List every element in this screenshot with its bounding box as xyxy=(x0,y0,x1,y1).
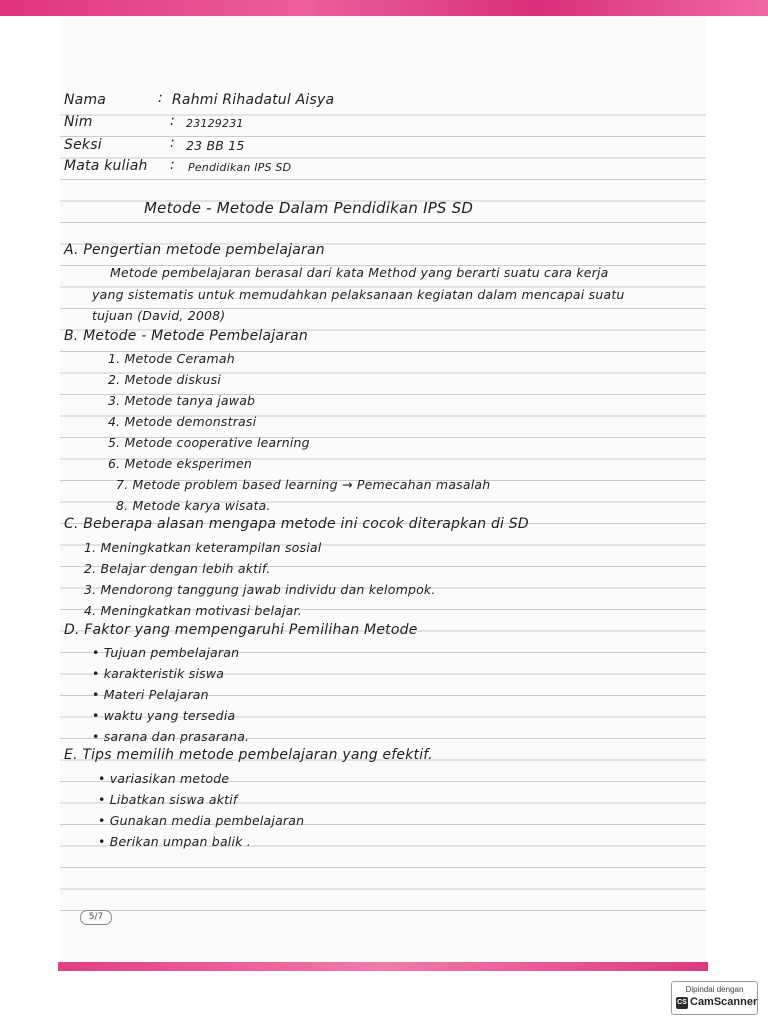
list-item: 2. Belajar dengan lebih aktif. xyxy=(84,561,271,576)
list-item: 8. Metode karya wisata. xyxy=(116,498,271,513)
watermark-brand: CamScanner xyxy=(690,996,758,1008)
mata-kuliah-value: Pendidikan IPS SD xyxy=(188,161,292,174)
section-c-heading: C. Beberapa alasan mengapa metode ini cocok diterapkan di SD xyxy=(64,516,529,532)
nim-value: 23129231 xyxy=(186,117,244,130)
list-item: • Gunakan media pembelajaran xyxy=(98,813,305,828)
background-top-strip xyxy=(0,0,768,16)
list-item: 3. Mendorong tanggung jawab individu dan kelompok. xyxy=(84,582,436,597)
list-item: • Berikan umpan balik . xyxy=(98,834,251,849)
list-item: • Materi Pelajaran xyxy=(92,687,209,702)
nim-label: Nim xyxy=(64,114,93,130)
colon: : xyxy=(170,135,175,151)
list-item: • Libatkan siswa aktif xyxy=(98,792,238,807)
section-a-line: yang sistematis untuk memudahkan pelaksanaan kegiatan dalam mencapai suatu xyxy=(92,287,625,302)
list-item: 3. Metode tanya jawab xyxy=(108,393,256,408)
mata-kuliah-label: Mata kuliah xyxy=(64,158,148,174)
background-bottom-strip xyxy=(58,962,708,971)
notebook-page xyxy=(60,16,706,964)
watermark-caption: Dipindai dengan xyxy=(685,985,744,994)
seksi-value: 23 BB 15 xyxy=(186,138,245,153)
page-top-margin xyxy=(60,16,706,96)
list-item: • karakteristik siswa xyxy=(92,666,225,681)
section-b-heading: B. Metode - Metode Pembelajaran xyxy=(64,328,308,344)
list-item: 4. Metode demonstrasi xyxy=(108,414,257,429)
colon: : xyxy=(158,90,163,106)
list-item: 2. Metode diskusi xyxy=(108,372,221,387)
list-item: • variasikan metode xyxy=(98,771,230,786)
page-bottom-margin xyxy=(60,924,706,964)
section-e-heading: E. Tips memilih metode pembelajaran yang efektif. xyxy=(64,747,433,763)
list-item: • waktu yang tersedia xyxy=(92,708,236,723)
list-item: • Tujuan pembelajaran xyxy=(92,645,240,660)
list-item: 7. Metode problem based learning → Pemecahan masalah xyxy=(116,477,491,492)
seksi-label: Seksi xyxy=(64,137,102,153)
list-item: • sarana dan prasarana. xyxy=(92,729,250,744)
page-number: 5/7 xyxy=(80,910,112,925)
list-item: 5. Metode cooperative learning xyxy=(108,435,310,450)
page-title: Metode - Metode Dalam Pendidikan IPS SD xyxy=(144,199,474,217)
nama-label: Nama xyxy=(64,92,107,108)
colon: : xyxy=(170,113,175,129)
list-item: 4. Meningkatkan motivasi belajar. xyxy=(84,603,302,618)
list-item: 6. Metode eksperimen xyxy=(108,456,252,471)
section-a-line: tujuan (David, 2008) xyxy=(92,308,226,323)
section-a-line: Metode pembelajaran berasal dari kata Method yang berarti suatu cara kerja xyxy=(110,265,609,280)
camscanner-logo-icon: CS xyxy=(676,997,688,1009)
colon: : xyxy=(170,157,175,173)
list-item: 1. Metode Ceramah xyxy=(108,351,235,366)
list-item: 1. Meningkatkan keterampilan sosial xyxy=(84,540,322,555)
nama-value: Rahmi Rihadatul Aisya xyxy=(172,92,335,108)
section-a-heading: A. Pengertian metode pembelajaran xyxy=(64,242,325,258)
section-d-heading: D. Faktor yang mempengaruhi Pemilihan Metode xyxy=(64,622,418,638)
camscanner-watermark xyxy=(671,981,758,1015)
